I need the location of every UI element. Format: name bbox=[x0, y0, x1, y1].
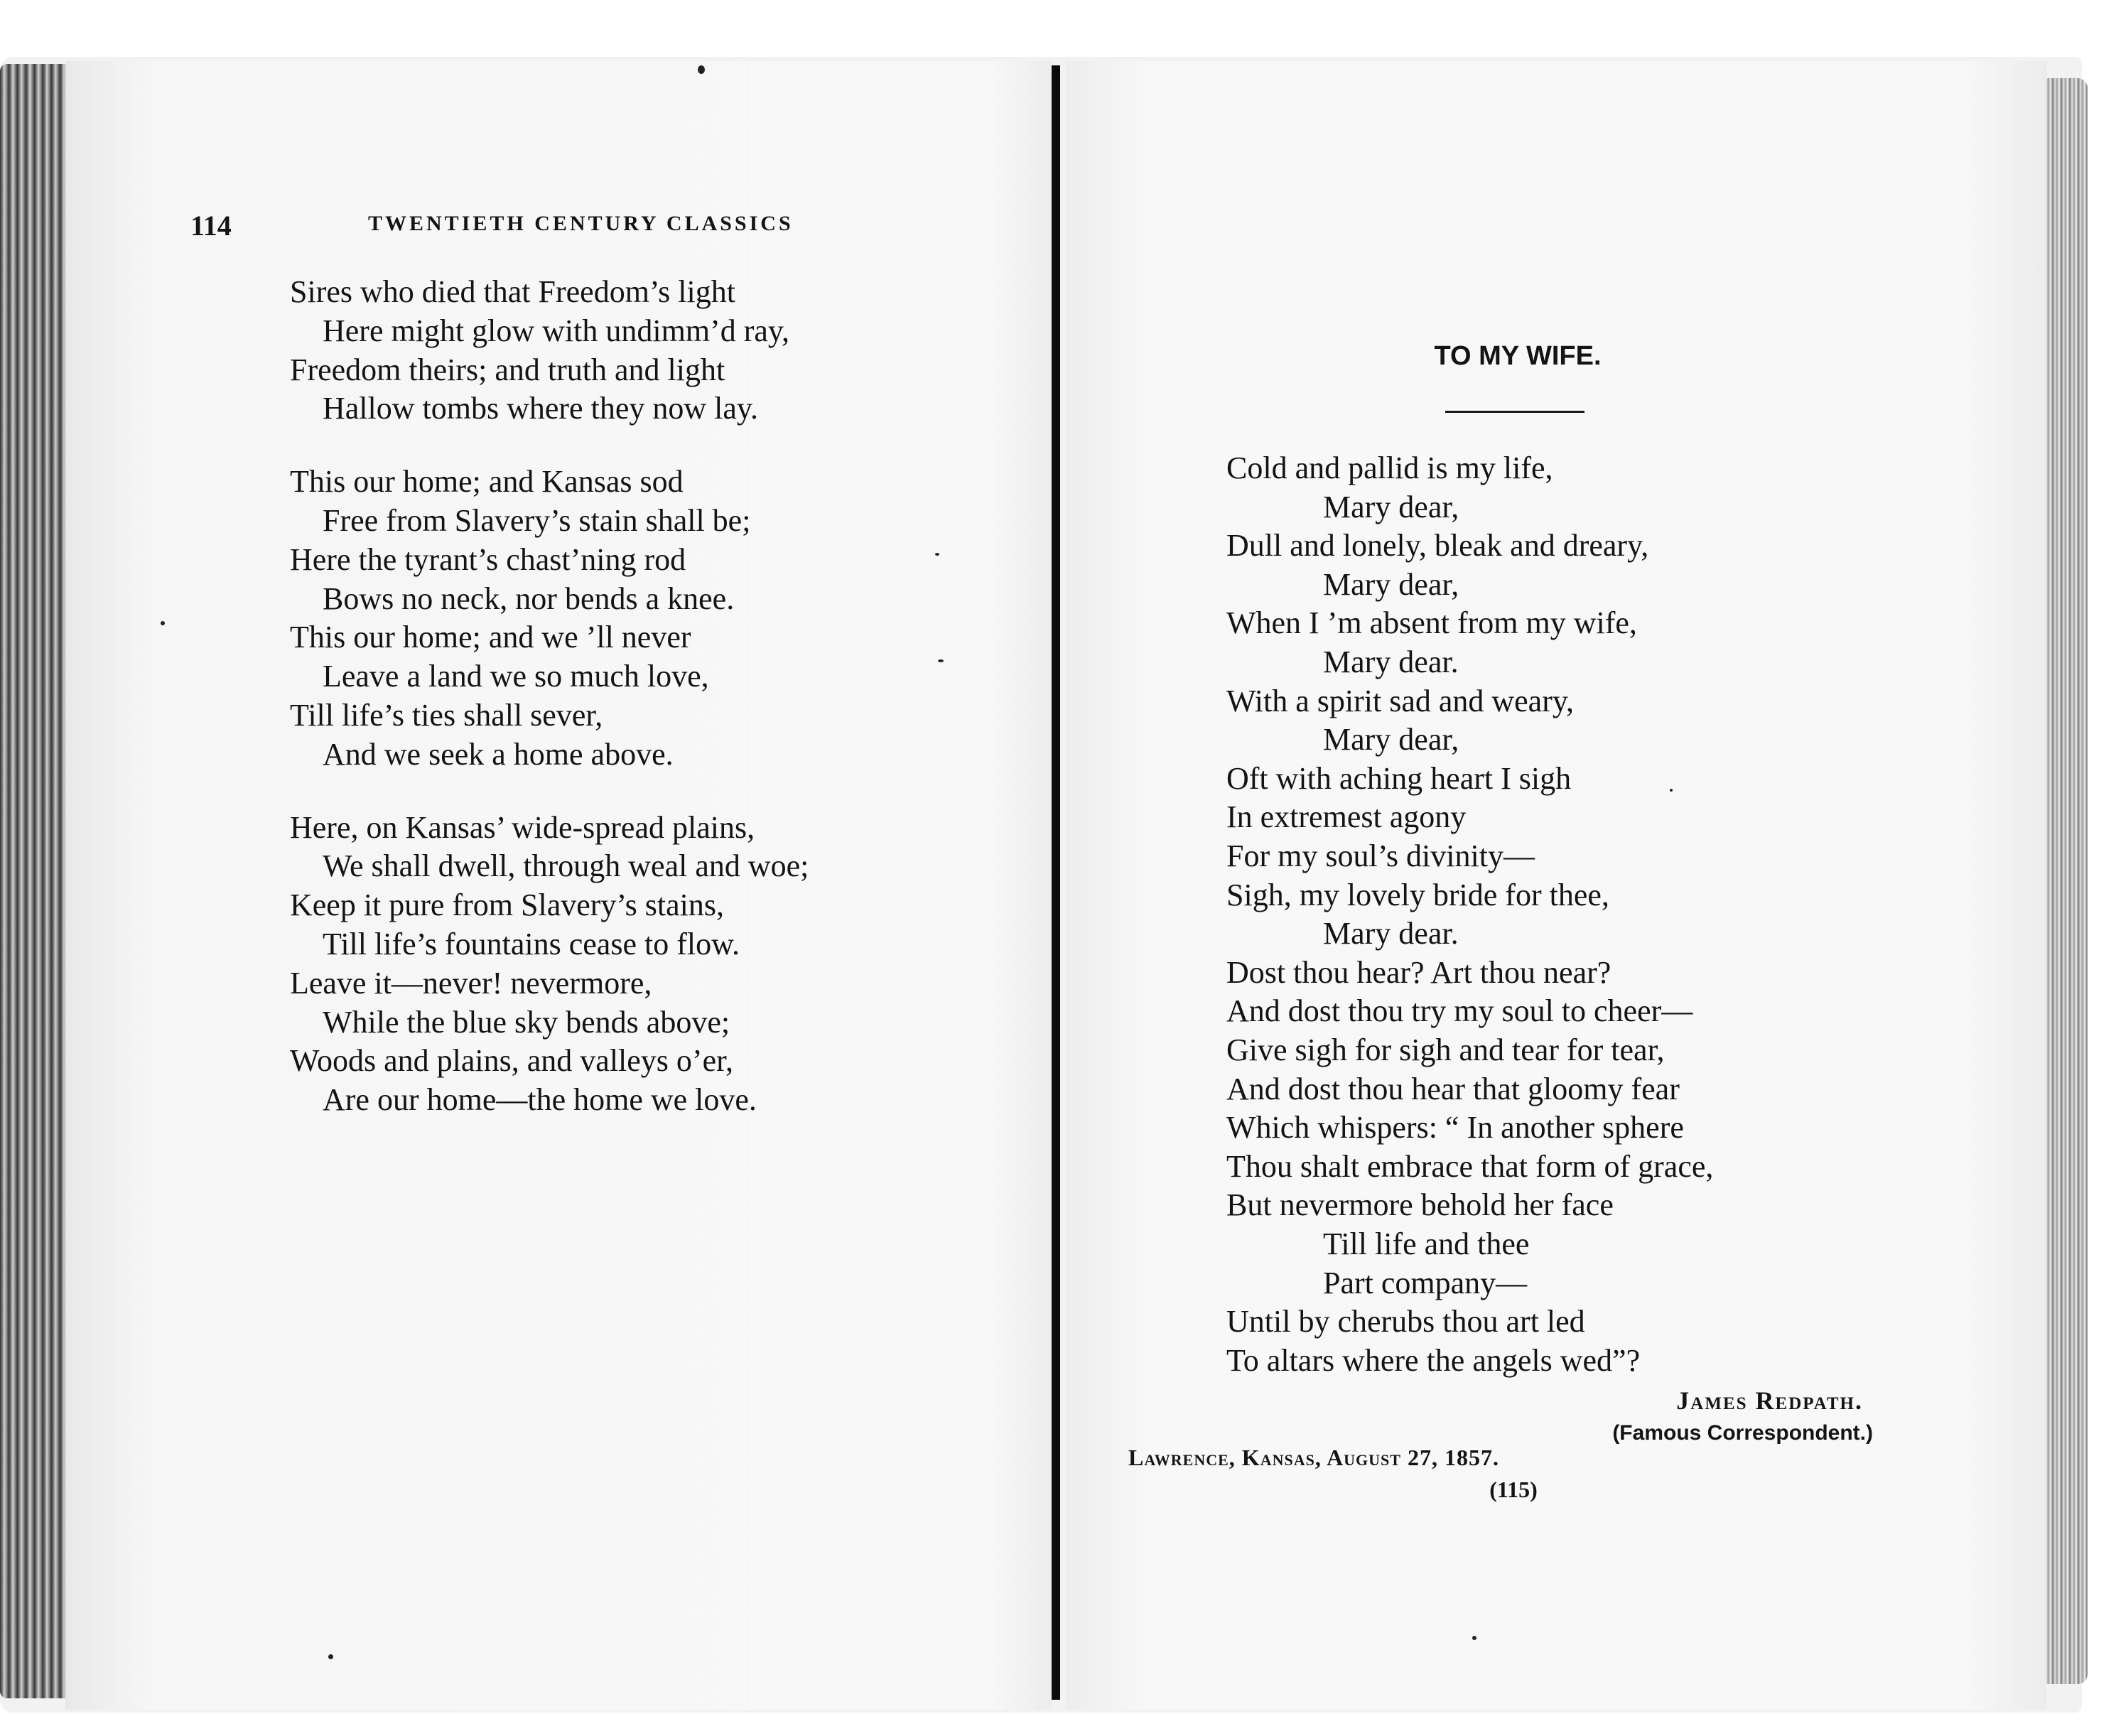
poem-line: Mary dear. bbox=[1323, 645, 1459, 679]
poem-line: Sires who died that Freedom’s light bbox=[290, 274, 735, 309]
page-edges-right bbox=[2046, 78, 2088, 1684]
page-number-right: (115) bbox=[1489, 1477, 1538, 1502]
poem-line: Here the tyrant’s chast’ning rod bbox=[290, 541, 686, 577]
poem-line: Mary dear, bbox=[1323, 722, 1459, 758]
poem-line: And we seek a home above. bbox=[323, 736, 674, 772]
scan-speck bbox=[1670, 789, 1673, 792]
poem-line: Keep it pure from Slavery’s stains, bbox=[290, 888, 724, 923]
poem-line: Sigh, my lovely bride for thee, bbox=[1226, 877, 1609, 912]
poem-line: And dost thou try my soul to cheer— bbox=[1226, 993, 1693, 1029]
poem-line: Free from Slavery’s stain shall be; bbox=[323, 503, 751, 538]
title-rule bbox=[1445, 411, 1584, 413]
poem-line: Which whispers: “ In another sphere bbox=[1226, 1110, 1684, 1145]
page-number-left: 114 bbox=[190, 210, 232, 242]
poem-line: Give sigh for sigh and tear for tear, bbox=[1226, 1033, 1665, 1067]
poem-line: While the blue sky bends above; bbox=[323, 1004, 730, 1040]
poem-line: But nevermore behold her face bbox=[1226, 1187, 1614, 1223]
poem-author: James Redpath. bbox=[1676, 1386, 1863, 1415]
poem-line: This our home; and Kansas sod bbox=[290, 464, 684, 500]
poem-line: Leave it—never! nevermore, bbox=[290, 965, 652, 1001]
author-note: (Famous Correspondent.) bbox=[1612, 1421, 1873, 1445]
poem-line: Until by cherubs thou art led bbox=[1226, 1304, 1585, 1339]
poem-line: We shall dwell, through weal and woe; bbox=[323, 848, 809, 884]
scan-speck bbox=[328, 1654, 333, 1659]
scan-speck bbox=[161, 621, 165, 625]
poem-line: Bows no neck, nor bends a knee. bbox=[323, 581, 735, 616]
poem-line: For my soul’s divinity— bbox=[1226, 839, 1535, 873]
scan-speck bbox=[1472, 1636, 1476, 1640]
poem-line: This our home; and we ’ll never bbox=[290, 620, 691, 655]
poem-line: Till life’s fountains cease to flow. bbox=[323, 927, 740, 961]
scan-speck bbox=[935, 553, 939, 556]
poem-line: Hallow tombs where they now lay. bbox=[323, 391, 759, 426]
poem-line: Thou shalt embrace that form of grace, bbox=[1226, 1148, 1714, 1184]
poem-line: Here, on Kansas’ wide-spread plains, bbox=[290, 809, 755, 845]
poem-line: Dost thou hear? Art thou near? bbox=[1226, 954, 1611, 990]
poem-line: When I ’m absent from my wife, bbox=[1226, 605, 1637, 641]
poem-line: And dost thou hear that gloomy fear bbox=[1226, 1071, 1680, 1106]
poem-line: Oft with aching heart I sigh bbox=[1226, 760, 1572, 796]
poem-line: Woods and plains, and valleys o’er, bbox=[290, 1043, 733, 1079]
poem-line: Till life’s ties shall sever, bbox=[290, 698, 603, 733]
poem-line: In extremest agony bbox=[1226, 799, 1467, 835]
poem-line: Are our home—the home we love. bbox=[323, 1082, 757, 1118]
poem-line: Part company— bbox=[1323, 1265, 1528, 1300]
poem-dateline: Lawrence, Kansas, August 27, 1857. bbox=[1128, 1445, 1499, 1470]
scan-speck bbox=[698, 65, 705, 74]
poem-line: Mary dear. bbox=[1323, 916, 1459, 951]
poem-line: Mary dear, bbox=[1323, 489, 1459, 524]
scan-speck bbox=[938, 659, 944, 662]
poem-line: Mary dear, bbox=[1323, 566, 1459, 602]
poem-line: Leave a land we so much love, bbox=[323, 659, 709, 694]
poem-line: Here might glow with undimm’d ray, bbox=[323, 313, 790, 348]
poem-line: Cold and pallid is my life, bbox=[1226, 451, 1553, 485]
poem-line: With a spirit sad and weary, bbox=[1226, 683, 1575, 718]
poem-line: Freedom theirs; and truth and light bbox=[290, 352, 725, 387]
page-edges-left bbox=[0, 64, 65, 1698]
poem-title: TO MY WIFE. bbox=[1434, 341, 1602, 371]
running-head: TWENTIETH CENTURY CLASSICS bbox=[368, 212, 794, 235]
book-gutter bbox=[1052, 65, 1060, 1700]
poem-line: Till life and thee bbox=[1323, 1226, 1530, 1261]
poem-line: Dull and lonely, bleak and dreary, bbox=[1226, 528, 1649, 564]
poem-line: To altars where the angels wed”? bbox=[1226, 1342, 1641, 1378]
